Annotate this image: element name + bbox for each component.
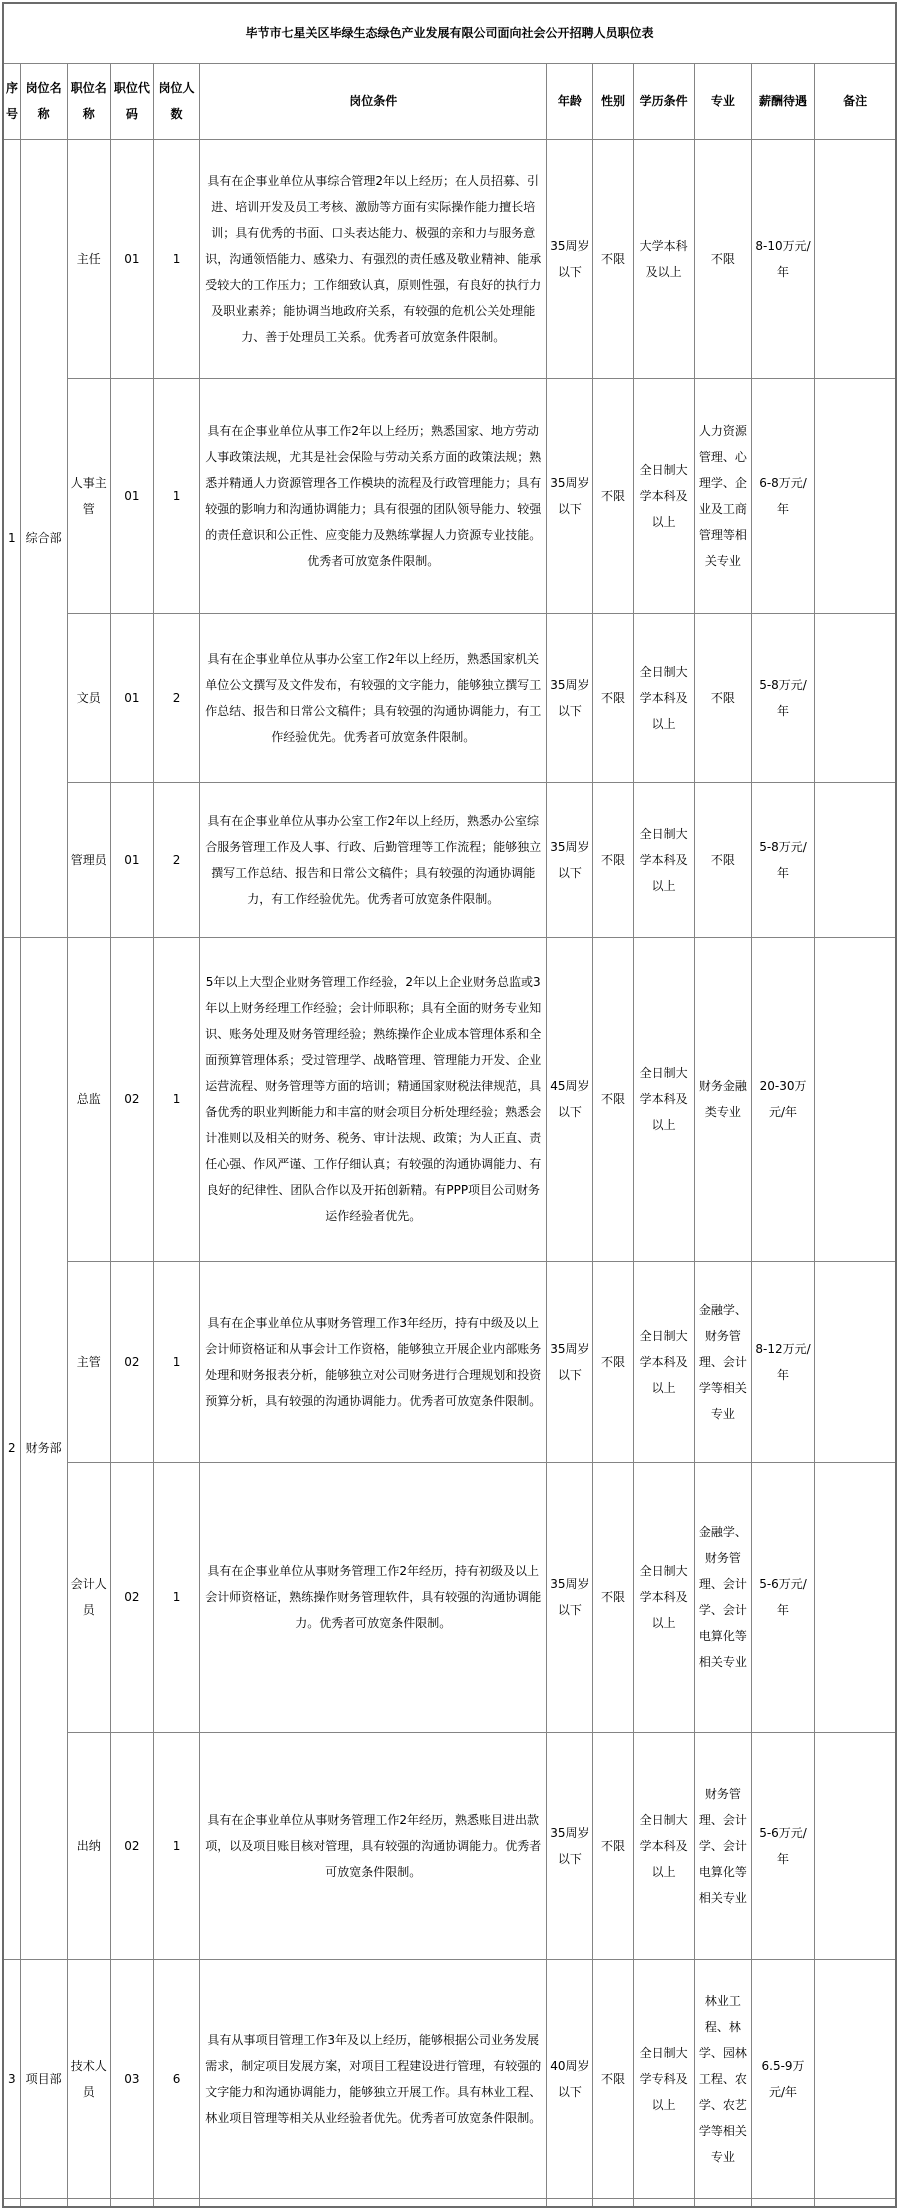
salary-cell: 5-6万元/年 bbox=[751, 1732, 814, 1959]
header-cell-9: 专业 bbox=[694, 63, 751, 139]
table-row bbox=[3, 1732, 896, 1959]
department-name-cell: 财务部 bbox=[20, 937, 67, 1959]
note-cell bbox=[815, 937, 896, 1261]
major-cell: 不限 bbox=[694, 782, 751, 937]
requirements-cell: 具有从事项目管理工作3年及以上经历，能够根据公司业务发展需求，制定项目发展方案，对项目工程建设进行管理，有较强的文字能力和沟通协调能力，能够独立开展工作。具有林业工程、林业项目管理等相关从业经验者优先。优秀者可放宽条件限制。 bbox=[200, 1959, 547, 2198]
age-cell: 35周岁以下 bbox=[547, 613, 593, 782]
salary-cell: 8-12万元/年 bbox=[751, 1261, 814, 1462]
major-cell: 金融学、财务管理、会计学、会计电算化等相关专业 bbox=[694, 1462, 751, 1732]
job-title-cell: 技术人员 bbox=[67, 1959, 110, 2198]
gender-cell: 不限 bbox=[593, 937, 633, 1261]
header-cell-1: 岗位名称 bbox=[20, 63, 67, 139]
title-row bbox=[3, 3, 896, 63]
requirements-cell: 具有在企事业单位从事财务管理工作3年经历，持有中级及以上会计师资格证和从事会计工作资格，能够独立开展企业内部账务处理和财务报表分析，能够独立对公司财务进行合理规划和投资预算分析，具有较强的沟通协调能力。优秀者可放宽条件限制。 bbox=[200, 1261, 547, 1462]
department-name-cell: 综合部 bbox=[20, 139, 67, 937]
salary-cell: 5-8万元/年 bbox=[751, 613, 814, 782]
job-code-cell: 02 bbox=[110, 1261, 153, 1462]
requirements-cell: 具有在企事业单位从事综合管理2年以上经历；在人员招募、引进、培训开发及员工考核、激励等方面有实际操作能力擅长培训；具有优秀的书面、口头表达能力、极强的亲和力与服务意识，沟通领悟能力、感染力、有强烈的责任感及敬业精神、能承受较大的工作压力；工作细致认真，原则性强，有良好的执行力及职业素养；能协调当地政府关系，有较强的危机公关处理能力、善于处理员工关系。优秀者可放宽条件限制。 bbox=[200, 139, 547, 378]
education-cell: 全日制大学本科及以上 bbox=[633, 1462, 694, 1732]
empty-cell bbox=[815, 2198, 896, 2207]
education-cell: 大学本科及以上 bbox=[633, 139, 694, 378]
major-cell: 财务管理、会计学、会计电算化等相关专业 bbox=[694, 1732, 751, 1959]
note-cell bbox=[815, 613, 896, 782]
empty-cell bbox=[3, 2198, 20, 2207]
salary-cell: 20-30万元/年 bbox=[751, 937, 814, 1261]
job-title-cell: 文员 bbox=[67, 613, 110, 782]
education-cell: 全日制大学本科及以上 bbox=[633, 378, 694, 613]
major-cell: 金融学、财务管理、会计学等相关专业 bbox=[694, 1261, 751, 1462]
table-row bbox=[3, 1261, 896, 1462]
gender-cell: 不限 bbox=[593, 1732, 633, 1959]
empty-cell bbox=[547, 2198, 593, 2207]
table-row bbox=[3, 613, 896, 782]
headcount-cell: 1 bbox=[153, 139, 199, 378]
table-row bbox=[3, 1959, 896, 2198]
salary-cell: 5-8万元/年 bbox=[751, 782, 814, 937]
salary-cell: 5-6万元/年 bbox=[751, 1462, 814, 1732]
job-code-cell: 01 bbox=[110, 378, 153, 613]
headcount-cell: 6 bbox=[153, 1959, 199, 2198]
education-cell: 全日制大学本科及以上 bbox=[633, 937, 694, 1261]
age-cell: 35周岁以下 bbox=[547, 378, 593, 613]
job-code-cell: 01 bbox=[110, 782, 153, 937]
requirements-cell: 具有在企事业单位从事工作2年以上经历；熟悉国家、地方劳动人事政策法规，尤其是社会保险与劳动关系方面的政策法规；熟悉并精通人力资源管理各工作模块的流程及行政管理能力；具有较强的影响力和沟通协调能力；具有很强的团队领导能力、较强的责任意识和公正性、应变能力及熟练掌握人力资源专业技能。优秀者可放宽条件限制。 bbox=[200, 378, 547, 613]
education-cell: 全日制大学本科及以上 bbox=[633, 613, 694, 782]
empty-row bbox=[3, 2198, 896, 2207]
job-title-cell: 主管 bbox=[67, 1261, 110, 1462]
gender-cell: 不限 bbox=[593, 782, 633, 937]
table-row bbox=[3, 1462, 896, 1732]
job-title-cell: 主任 bbox=[67, 139, 110, 378]
header-cell-7: 性别 bbox=[593, 63, 633, 139]
major-cell: 林业工程、林学、园林工程、农学、农艺学等相关专业 bbox=[694, 1959, 751, 2198]
gender-cell: 不限 bbox=[593, 1261, 633, 1462]
age-cell: 40周岁以下 bbox=[547, 1959, 593, 2198]
major-cell: 人力资源管理、心理学、企业及工商管理等相关专业 bbox=[694, 378, 751, 613]
requirements-cell: 具有在企事业单位从事财务管理工作2年经历，熟悉账目进出款项，以及项目账目核对管理，具有较强的沟通协调能力。优秀者可放宽条件限制。 bbox=[200, 1732, 547, 1959]
recruitment-position-table bbox=[2, 2, 897, 2208]
job-title-cell: 人事主管 bbox=[67, 378, 110, 613]
header-cell-8: 学历条件 bbox=[633, 63, 694, 139]
empty-cell bbox=[694, 2198, 751, 2207]
job-code-cell: 02 bbox=[110, 1732, 153, 1959]
requirements-cell: 具有在企事业单位从事财务管理工作2年经历，持有初级及以上会计师资格证，熟练操作财务管理软件，具有较强的沟通协调能力。优秀者可放宽条件限制。 bbox=[200, 1462, 547, 1732]
education-cell: 全日制大学本科及以上 bbox=[633, 1261, 694, 1462]
gender-cell: 不限 bbox=[593, 613, 633, 782]
note-cell bbox=[815, 782, 896, 937]
requirements-cell: 5年以上大型企业财务管理工作经验，2年以上企业财务总监或3年以上财务经理工作经验；会计师职称；具有全面的财务专业知识、账务处理及财务管理经验；熟练操作企业成本管理体系和全面预算管理体系；受过管理学、战略管理、管理能力开发、企业运营流程、财务管理等方面的培训；精通国家财税法律规范，具备优秀的职业判断能力和丰富的财会项目分析处理经验；熟悉会计准则以及相关的财务、税务、审计法规、政策；为人正直、责任心强、作风严谨、工作仔细认真；有较强的沟通协调能力、有良好的纪律性、团队合作以及开拓创新精。有PPP项目公司财务运作经验者优先。 bbox=[200, 937, 547, 1261]
table-row bbox=[3, 139, 896, 378]
department-name-cell: 项目部 bbox=[20, 1959, 67, 2198]
age-cell: 35周岁以下 bbox=[547, 1732, 593, 1959]
table-row bbox=[3, 378, 896, 613]
empty-cell bbox=[20, 2198, 67, 2207]
job-title-cell: 总监 bbox=[67, 937, 110, 1261]
header-row bbox=[3, 63, 896, 139]
gender-cell: 不限 bbox=[593, 139, 633, 378]
requirements-cell: 具有在企事业单位从事办公室工作2年以上经历，熟悉国家机关单位公文撰写及文件发布，有较强的文字能力，能够独立撰写工作总结、报告和日常公文稿件；具有较强的沟通协调能力，有工作经验优先。优秀者可放宽条件限制。 bbox=[200, 613, 547, 782]
age-cell: 35周岁以下 bbox=[547, 782, 593, 937]
headcount-cell: 2 bbox=[153, 782, 199, 937]
headcount-cell: 1 bbox=[153, 1261, 199, 1462]
job-code-cell: 01 bbox=[110, 139, 153, 378]
note-cell bbox=[815, 139, 896, 378]
serial-number-cell: 3 bbox=[3, 1959, 20, 2198]
headcount-cell: 1 bbox=[153, 378, 199, 613]
job-title-cell: 会计人员 bbox=[67, 1462, 110, 1732]
note-cell bbox=[815, 1462, 896, 1732]
empty-cell bbox=[593, 2198, 633, 2207]
empty-cell bbox=[110, 2198, 153, 2207]
header-cell-5: 岗位条件 bbox=[200, 63, 547, 139]
table-row bbox=[3, 937, 896, 1261]
education-cell: 全日制大学本科及以上 bbox=[633, 1732, 694, 1959]
major-cell: 不限 bbox=[694, 613, 751, 782]
job-code-cell: 02 bbox=[110, 1462, 153, 1732]
serial-number-cell: 2 bbox=[3, 937, 20, 1959]
header-cell-6: 年龄 bbox=[547, 63, 593, 139]
header-cell-4: 岗位人数 bbox=[153, 63, 199, 139]
table-title: 毕节市七星关区毕绿生态绿色产业发展有限公司面向社会公开招聘人员职位表 bbox=[3, 3, 896, 63]
headcount-cell: 2 bbox=[153, 613, 199, 782]
headcount-cell: 1 bbox=[153, 1462, 199, 1732]
empty-cell bbox=[67, 2198, 110, 2207]
age-cell: 35周岁以下 bbox=[547, 1261, 593, 1462]
gender-cell: 不限 bbox=[593, 1462, 633, 1732]
headcount-cell: 1 bbox=[153, 1732, 199, 1959]
header-cell-2: 职位名称 bbox=[67, 63, 110, 139]
education-cell: 全日制大学专科及以上 bbox=[633, 1959, 694, 2198]
job-title-cell: 出纳 bbox=[67, 1732, 110, 1959]
salary-cell: 8-10万元/年 bbox=[751, 139, 814, 378]
salary-cell: 6-8万元/年 bbox=[751, 378, 814, 613]
age-cell: 35周岁以下 bbox=[547, 1462, 593, 1732]
requirements-cell: 具有在企事业单位从事办公室工作2年以上经历，熟悉办公室综合服务管理工作及人事、行政、后勤管理等工作流程；能够独立撰写工作总结、报告和日常公文稿件；具有较强的沟通协调能力，有工作经验优先。优秀者可放宽条件限制。 bbox=[200, 782, 547, 937]
header-cell-11: 备注 bbox=[815, 63, 896, 139]
job-code-cell: 02 bbox=[110, 937, 153, 1261]
age-cell: 35周岁以下 bbox=[547, 139, 593, 378]
note-cell bbox=[815, 1261, 896, 1462]
header-cell-3: 职位代码 bbox=[110, 63, 153, 139]
header-cell-0: 序号 bbox=[3, 63, 20, 139]
job-code-cell: 01 bbox=[110, 613, 153, 782]
gender-cell: 不限 bbox=[593, 378, 633, 613]
age-cell: 45周岁以下 bbox=[547, 937, 593, 1261]
note-cell bbox=[815, 1732, 896, 1959]
table-row bbox=[3, 782, 896, 937]
header-cell-10: 薪酬待遇 bbox=[751, 63, 814, 139]
major-cell: 不限 bbox=[694, 139, 751, 378]
salary-cell: 6.5-9万元/年 bbox=[751, 1959, 814, 2198]
empty-cell bbox=[633, 2198, 694, 2207]
education-cell: 全日制大学本科及以上 bbox=[633, 782, 694, 937]
gender-cell: 不限 bbox=[593, 1959, 633, 2198]
job-title-cell: 管理员 bbox=[67, 782, 110, 937]
major-cell: 财务金融类专业 bbox=[694, 937, 751, 1261]
serial-number-cell: 1 bbox=[3, 139, 20, 937]
note-cell bbox=[815, 1959, 896, 2198]
empty-cell bbox=[153, 2198, 199, 2207]
headcount-cell: 1 bbox=[153, 937, 199, 1261]
job-code-cell: 03 bbox=[110, 1959, 153, 2198]
note-cell bbox=[815, 378, 896, 613]
empty-cell bbox=[751, 2198, 814, 2207]
empty-cell bbox=[200, 2198, 547, 2207]
